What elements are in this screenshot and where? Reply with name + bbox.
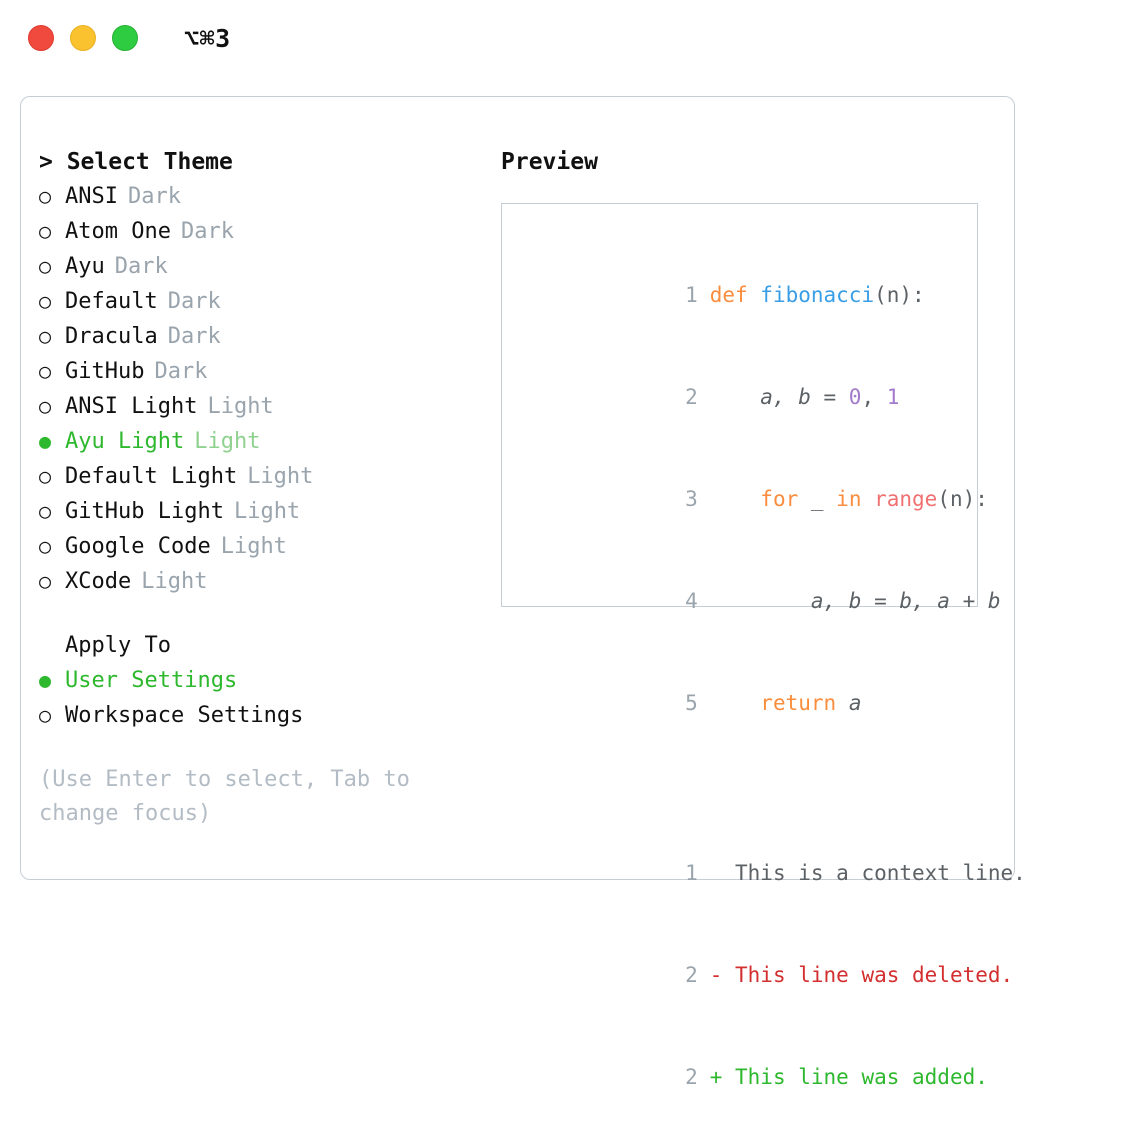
theme-tag: Light [233, 499, 301, 524]
code-token [710, 691, 761, 715]
theme-option-atom-one[interactable] [39, 214, 479, 249]
radio-icon: ○ [39, 534, 52, 558]
theme-options-list [39, 179, 479, 599]
radio-icon: ○ [39, 184, 52, 208]
theme-option-ayu[interactable] [39, 249, 479, 284]
line-number: 2 [685, 963, 698, 987]
theme-tag: Light [207, 394, 274, 419]
theme-label: XCode [65, 569, 132, 594]
apply-to-heading: Apply To [65, 633, 171, 658]
code-line [520, 550, 1001, 652]
code-token: , [861, 385, 887, 409]
theme-list-column [39, 145, 479, 831]
theme-label: GitHub Light [65, 499, 224, 524]
code-line [520, 244, 977, 346]
close-window-icon[interactable] [28, 25, 54, 51]
theme-label: Google Code [65, 534, 211, 559]
code-token: def [709, 283, 761, 307]
preview-box [501, 203, 1026, 1089]
titlebar [0, 0, 1140, 76]
diff-line-added [520, 1026, 988, 1128]
theme-tag: Dark [167, 324, 221, 349]
line-number: 1 [685, 283, 698, 307]
spacer [39, 599, 479, 629]
theme-label: Atom One [65, 219, 171, 244]
code-token: return [760, 691, 849, 715]
diff-line-deleted [520, 924, 1014, 1026]
radio-icon: ○ [39, 219, 52, 243]
diff-marker [710, 861, 723, 885]
apply-option-label: User Settings [65, 668, 238, 693]
theme-label: Dracula [65, 324, 158, 349]
theme-option-github[interactable] [39, 354, 479, 389]
radio-icon-selected: ● [39, 429, 52, 453]
theme-tag: Light [247, 464, 314, 489]
theme-tag: Dark [127, 184, 181, 209]
radio-icon: ○ [39, 254, 52, 278]
diff-marker: + [709, 1065, 723, 1089]
theme-tag: Dark [167, 289, 221, 314]
code-token: 1 [886, 385, 900, 409]
theme-tag: Light [141, 569, 208, 594]
radio-icon: ○ [39, 464, 52, 488]
code-token: a [848, 691, 862, 715]
line-number: 4 [685, 589, 698, 613]
radio-icon-selected: ● [39, 668, 52, 692]
code-token: range [874, 487, 938, 511]
theme-label: ANSI [65, 184, 118, 209]
code-token [710, 487, 761, 511]
keyboard-shortcut-label: ⌥⌘3 [184, 23, 231, 53]
code-token: 0 [848, 385, 862, 409]
theme-label: GitHub [65, 359, 145, 384]
line-number: 5 [685, 691, 698, 715]
code-token: _ [810, 487, 837, 511]
line-number: 3 [685, 487, 698, 511]
code-blank-line [520, 754, 977, 788]
radio-icon: ○ [39, 324, 52, 348]
code-token: fibonacci [760, 283, 875, 307]
line-number: 2 [685, 385, 698, 409]
maximize-window-icon[interactable] [112, 25, 138, 51]
theme-option-ayu-light[interactable] [39, 424, 479, 459]
theme-option-xcode[interactable] [39, 564, 479, 599]
radio-icon: ○ [39, 499, 52, 523]
theme-picker-panel [20, 96, 1026, 1089]
code-token: for [760, 487, 811, 511]
theme-option-ansi-light[interactable] [39, 389, 479, 424]
code-blank-line [520, 788, 977, 822]
theme-option-google-code[interactable] [39, 529, 479, 564]
theme-option-dracula[interactable] [39, 319, 479, 354]
radio-icon: ○ [39, 394, 52, 418]
code-token: (n): [937, 487, 988, 511]
diff-text: This line was deleted. [722, 963, 1014, 987]
theme-tag: Dark [154, 359, 208, 384]
theme-label: Ayu Light [65, 429, 185, 454]
theme-tag: Light [220, 534, 287, 559]
code-token: in [836, 487, 875, 511]
select-theme-heading: > Select Theme [39, 149, 233, 175]
theme-tag: Dark [114, 254, 168, 279]
apply-to-options [39, 663, 479, 733]
preview-column [501, 145, 1026, 1089]
line-number: 2 [685, 1065, 698, 1089]
theme-option-github-light[interactable] [39, 494, 479, 529]
theme-option-default-light[interactable] [39, 459, 479, 494]
theme-tag: Dark [180, 219, 234, 244]
theme-option-default[interactable] [39, 284, 479, 319]
line-number: 1 [685, 861, 698, 885]
apply-option-label: Workspace Settings [65, 703, 304, 728]
theme-option-ansi[interactable] [39, 179, 479, 214]
theme-tag: Light [194, 429, 261, 454]
radio-icon: ○ [39, 359, 52, 383]
apply-option-user-settings[interactable] [39, 663, 479, 698]
code-token: a, b = [709, 385, 849, 409]
apply-option-workspace-settings[interactable] [39, 698, 479, 733]
minimize-window-icon[interactable] [70, 25, 96, 51]
radio-icon: ○ [39, 703, 52, 727]
theme-label: Ayu [65, 254, 105, 279]
code-token: (n): [874, 283, 925, 307]
diff-marker: - [709, 963, 723, 987]
radio-icon: ○ [39, 289, 52, 313]
theme-label: Default [65, 289, 158, 314]
radio-icon: ○ [39, 569, 52, 593]
keyboard-hint-text: (Use Enter to select, Tab to change focus) [39, 767, 424, 826]
diff-line-context [520, 822, 1026, 924]
code-line [520, 346, 977, 448]
code-line [520, 448, 988, 550]
theme-label: ANSI Light [65, 394, 198, 419]
diff-text: This is a context line. [722, 861, 1026, 885]
code-line [520, 652, 977, 754]
code-token: a, b = b, a + b [709, 589, 1001, 613]
diff-text: This line was added. [722, 1065, 988, 1089]
preview-heading: Preview [501, 149, 598, 175]
theme-label: Default Light [65, 464, 238, 489]
